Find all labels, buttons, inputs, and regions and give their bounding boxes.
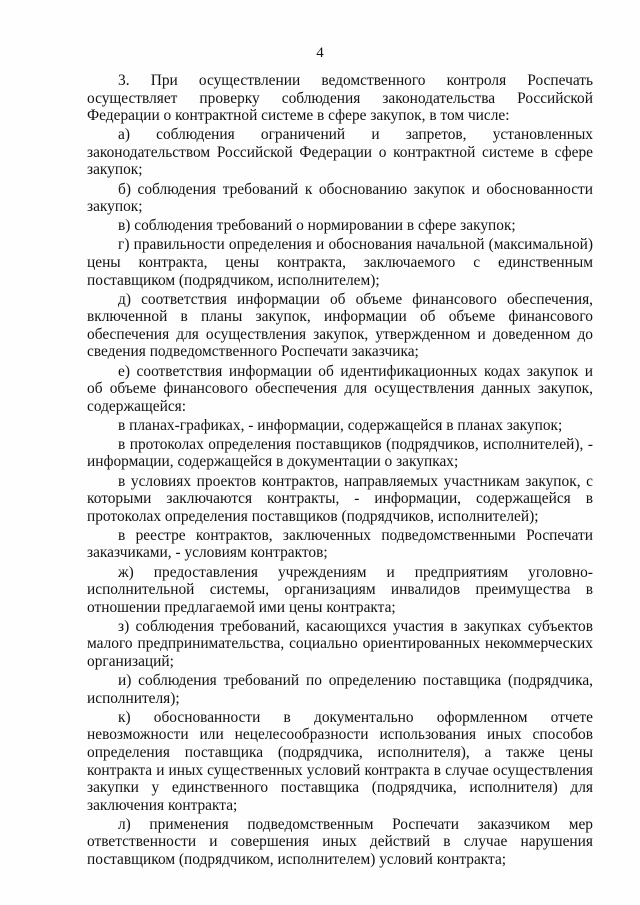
paragraph-e: е) соответствия информации об идентификационных кодах закупок и об объеме финансового обеспечения для осуществления данных закупок, содержащейся: bbox=[87, 362, 593, 415]
body-text bbox=[87, 72, 593, 870]
paragraph-a: а) соблюдения ограничений и запретов, установленных законодательством Российской Федерации о контрактной системе в сфере закупок; bbox=[87, 126, 593, 179]
paragraph-d: д) соответствия информации об объеме финансового обеспечения, включенной в планы закупок, информации об объеме финансового обеспечения для осуществления закупок, утвержденном и доведенном до сведения подведомственного Роспечати заказчика; bbox=[87, 290, 593, 361]
paragraph-intro: 3. При осуществлении ведомственного контроля Роспечать осуществляет проверку соблюдения законодательства Российской Федерации о контрактной системе в сфере закупок, в том числе: bbox=[87, 72, 593, 125]
paragraph-l: л) применения подведомственным Роспечати заказчиком мер ответственности и совершения иных действий в случае нарушения поставщиком (подрядчиком, исполнителем) условий контракта; bbox=[87, 815, 593, 869]
paragraph-i: и) соблюдения требований по определению поставщика (подрядчика, исполнителя); bbox=[87, 672, 593, 707]
paragraph-e-4: в реестре контрактов, заключенных подведомственными Роспечати заказчиками, - условиям контрактов; bbox=[87, 526, 593, 562]
paragraph-z: з) соблюдения требований, касающихся участия в закупках субъектов малого предпринимательства, социально ориентированных некоммерческих организаций; bbox=[87, 617, 593, 670]
paragraph-k: к) обоснованности в документально оформленном отчете невозможности или нецелесообразности использования иных способов определения поставщика (подрядчика, исполнителя), а также цены контракта и иных существенных условий контракта в случае осуществления закупки у единственного поставщика (подрядчика, исполнителя) для заключения контракта; bbox=[87, 708, 593, 814]
paragraph-e-2: в протоколах определения поставщиков (подрядчиков, исполнителей), - информации, содержащейся в документации о закупках; bbox=[87, 435, 593, 471]
paragraph-v: в) соблюдения требований о нормировании в сфере закупок; bbox=[118, 217, 516, 235]
paragraph-zh: ж) предоставления учреждениям и предприятиям уголовно-исполнительной системы, организациям инвалидов преимущества в отношении предлагаемой ими цены контракта; bbox=[87, 563, 593, 616]
paragraph-e-3: в условиях проектов контрактов, направляемых участникам закупок, с которыми заключаются контракты, - информации, содержащейся в протоколах определения поставщиков (подрядчиков, исполнителей); bbox=[87, 472, 593, 525]
paragraph-e-1: в планах-графиках, - информации, содержащейся в планах закупок; bbox=[118, 416, 563, 434]
paragraph-b: б) соблюдения требований к обоснованию закупок и обоснованности закупок; bbox=[87, 180, 593, 216]
page-number: 4 bbox=[316, 45, 324, 61]
paragraph-g: г) правильности определения и обоснования начальной (максимальной) цены контракта, цены контракта, заключаемого с единственным поставщиком (подрядчиком, исполнителем); bbox=[87, 236, 593, 289]
